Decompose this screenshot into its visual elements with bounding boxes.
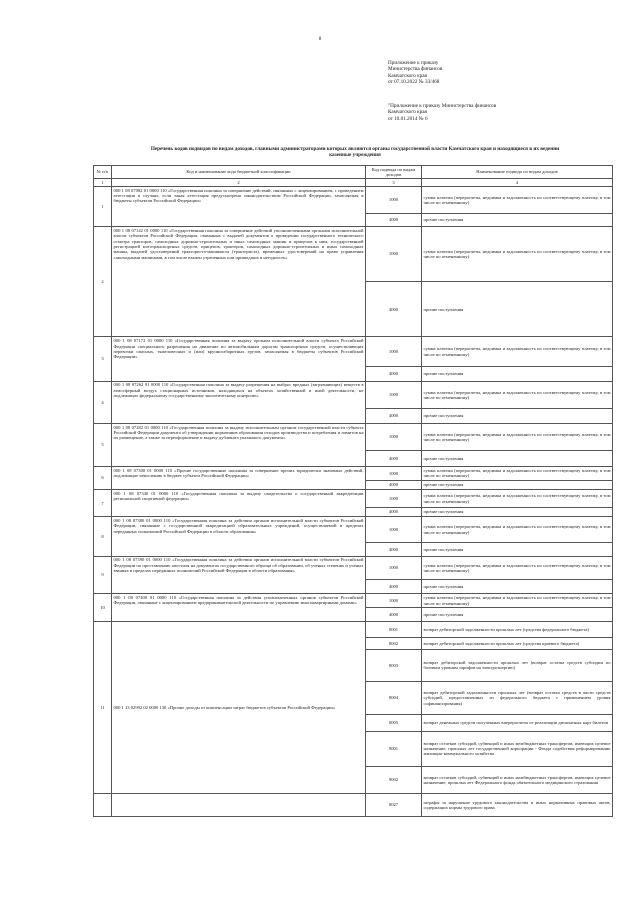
budget-code-description [112,794,366,817]
appendix-line: от 10.01.2014 № 6 [388,115,428,122]
subtype-code: 0003 [366,650,422,682]
budget-code-description: 000 1 08 07172 01 0000 110 «Государственная пошлина за выдачу органом исполнительной власти субъекта Российской Федерации специального разрешения на движение по автомобильным дорогам транспортных средств, осуществляющих перевозки опасных, тяжеловесных и (или) крупногабаритных грузов, зачисляемая в бюджеты субъектов Российской Федерации» [112,337,366,381]
title-line: Перечень кодов подвидов по видам доходов, главными администраторами которых являются органы государственной власти Камчатского края и находящиеся в их ведении [150,146,560,152]
subtype-name: сумма платежа (перерасчеты, недоимка и задолженность по соответствующему платежу, в том числе по отмененному) [422,187,613,214]
subtype-code: 1000 [366,337,422,367]
table-row [94,593,613,608]
subtype-name: прочие поступления [422,542,613,556]
budget-code-description: 000 1 13 02992 02 0000 130 «Прочие доходы от компенсации затрат бюджетов субъектов Российской Федерации» [112,621,366,793]
subtype-name: прочие поступления [422,507,613,517]
subtype-name: сумма платежа (перерасчеты, недоимка и задолженность по соответствующему платежу, в том числе по отмененному) [422,490,613,508]
table-header-row [94,166,613,179]
budget-code-description: 000 1 08 07082 01 0000 110 «Государственная пошлина за совершение действий, связанных с лицензированием, с проведением аттестации в случаях, если такая аттестация предусмотрена законодательством Российской Федерации, зачисляемая в бюджеты субъектов Российской Федерации» [112,187,366,227]
row-number: 5 [94,423,112,466]
subtype-code: 0005 [366,715,422,732]
index-cell: 3 [366,179,422,187]
header-subname: Наименование подвида по видам доходов [422,166,613,179]
subtype-code: 4000 [366,480,422,490]
subtype-code: 0001 [366,621,422,637]
header-subcode: Код подвида по видам доходов [366,166,422,179]
row-number [94,794,112,817]
subtype-code: 1000 [366,423,422,451]
subtype-name: сумма платежа (перерасчеты, недоимка и задолженность по соответствующему платежу, в том числе по отмененному) [423,468,611,479]
appendix-line: Министерства финансов [388,66,443,73]
subtype-code: 4000 [366,409,422,424]
codes-table [93,165,613,817]
subtype-code: 4000 [366,507,422,517]
row-number: 8 [94,517,112,556]
subtype-code: 9001 [366,731,422,766]
subtype-code: 1000 [366,593,422,608]
budget-code-description: 000 1 08 07390 01 0000 110 «Государственная пошлина за действия органов исполнительной власти субъектов Российской Федерации по проставлению апостиля на документах государственного образца об образовании, об ученых степенях и ученых званиях в пределах переданных полномочий Российской Федерации в области образования» [112,556,366,593]
page-number: 8 [318,37,322,42]
subtype-name: возврат дебиторской задолженности прошлых лет (средства федерального бюджета) [422,621,613,637]
title-line: казенные учреждения [329,152,381,159]
subtype-code: 4000 [366,213,422,227]
document-title [100,146,610,159]
table-row [94,187,613,214]
row-number: 7 [94,490,112,517]
subtype-name: сумма платежа (перерасчеты, недоимка и задолженность по соответствующему платежу, в том числе по отмененному) [422,227,613,282]
header-num: № п/п [94,166,112,179]
subtype-name: возврат дебиторской задолженности прошлых лет (средства краевого бюджета) [422,637,613,650]
budget-code-description: 000 1 08 07340 01 0000 110 «Государственная пошлина за выдачу свидетельства о государственной аккредитации региональной спортивной федерации» [112,490,366,517]
subtype-name: сумма платежа (перерасчеты, недоимка и задолженность по соответствующему платежу, в том числе по отмененному) [422,593,613,608]
budget-code-description: 000 1 08 07400 01 0000 110 «Государственная пошлина за действия уполномоченных органов субъектов Российской Федерации, связанные с лицензированием предпринимательской деятельности по управлению многоквартирными домами» [112,593,366,621]
budget-code-description: 000 1 08 07300 01 0000 110 «Прочие государственные пошлины за совершение прочих юридически значимых действий, подлежащие зачислению в бюджет субъекта Российской Федерации» [112,467,366,490]
subtype-code: 1000 [366,490,422,508]
row-number: 1 [94,187,112,227]
subtype-code: 0027 [366,794,422,817]
appendix-line: Приложение к приказу [388,60,439,66]
subtype-name: сумма платежа (перерасчеты, недоимка и задолженность по соответствующему платежу, в том числе по отмененному) [422,517,613,543]
appendix-original [388,103,496,122]
subtype-name: возврат денежных средств полученных вперерасчеты от реализации дисконтных карт билетов [422,715,613,732]
row-number: 11 [94,621,112,793]
table-row [94,794,613,817]
subtype-name: возврат дебиторской задолженности прошлых лет (возврат остатка средств в части средств субсидий, предоставленных из федерального бюджета с применением уровня софинансирования) [422,681,613,715]
subtype-name: сумма платежа (перерасчеты, недоимка и задолженность по соответствующему платежу, в том числе по отмененному) [422,381,613,409]
table-row [94,517,613,543]
subtype-name: штрафы за нарушение трудового законодательства и иных нормативных правовых актов, содержащих нормы трудового права [422,794,613,817]
row-number: 3 [94,337,112,381]
subtype-code: 1000 [366,467,422,481]
subtype-name: прочие поступления [422,580,613,594]
subtype-code: 4000 [366,608,422,622]
subtype-code: 4000 [366,281,422,337]
subtype-name: возврат остатков субсидий, субвенций и иных межбюджетных трансфертов, имеющих целевое назначение, прошлых лет Федерального фонда обязательного медицинского страхования [422,766,613,794]
subtype-code: 1000 [366,187,422,214]
subtype-name: прочие поступления [422,480,613,490]
budget-code-description: 000 1 08 07262 01 0000 110 «Государственная пошлина за выдачу разрешения на выброс вредных (загрязняющих) веществ в атмосферный воздух стационарных источников, находящихся на объектах хозяйственной и иной деятельности, не подлежащих федеральному государственному экологическому контролю» [112,381,366,423]
table-row [94,423,613,451]
index-cell: 2 [112,179,366,187]
subtype-code: 4000 [366,367,422,382]
appendix-line: "Приложение к приказу Министерства финансов [388,103,497,109]
table-row [94,556,613,580]
subtype-code: 1000 [366,517,422,543]
appendix-line: Камчатского края [388,72,427,79]
appendix-line: Камчатского края [388,109,427,116]
subtype-code: 1000 [366,227,422,282]
subtype-name: прочие поступления [422,409,613,424]
subtype-code: 4000 [366,451,422,467]
row-number: 4 [94,381,112,423]
subtype-name: прочие поступления [422,367,613,382]
table-row [94,467,613,481]
index-cell: 1 [94,179,112,187]
subtype-name: сумма платежа (перерасчеты, недоимка и задолженность по соответствующему платежу, в том числе по отмененному) [422,556,613,580]
appendix-line: от 07.10.2022 № 33/468 [388,78,440,85]
index-cell: 4 [422,179,613,187]
budget-code-description: 000 1 08 07380 01 0000 110 «Государственная пошлина за действия органов исполнительной власти субъектов Российской Федерации, связанные с государственной аккредитацией образовательных учреждений, осуществляемой в пределах переданных полномочий Российской Федерации в области образования» [112,517,366,556]
subtype-name: возврат остатков субсидий, субвенций и иных межбюджетных трансфертов, имеющих целевое назначение, прошлых лет государственной корпорации - Фонда содействия реформированию жилищно-коммунального хозяйства [422,731,613,766]
subtype-name: прочие поступления [422,213,613,227]
subtype-code: 0002 [366,637,422,650]
appendix-current [388,60,442,85]
budget-code-description: 000 1 08 07142 01 0000 110 «Государственная пошлина за совершение действий уполномоченными органами исполнительной власти субъектов Российской Федерации, связанных с выдачей документов о проведении государственного технического осмотра тракторов, самоходных дорожно-строительных и иных самоходных машин и прицепов к ним, государственной регистрацией мототранспортных средств, прицепов, тракторов, самоходных дорожно-строительных и иных самоходных машин, выдачей удостоверений тракториста-машиниста (тракториста), временных удостоверений на право управления самоходными машинами, в том числе взамен утраченных или пришедших в негодность» [112,227,366,337]
subtype-code: 1000 [366,556,422,580]
subtype-code: 4000 [366,580,422,594]
table-row [94,621,613,637]
subtype-name: возврат дебиторской задолженности прошлых лет (возврат остатка средств субсидии по базовым уровням тарифов на электроэнергию) [422,650,613,682]
header-code: Код и наименование кода бюджетной классификации [112,166,366,179]
subtype-name: сумма платежа (перерасчеты, недоимка и задолженность по соответствующему платежу, в том числе по отмененному) [422,337,613,367]
subtype-name: прочие поступления [422,281,613,337]
row-number: 10 [94,593,112,621]
row-number: 9 [94,556,112,593]
row-number: 2 [94,227,112,337]
table-index-row [94,179,613,187]
subtype-code: 1000 [366,381,422,409]
subtype-name: сумма платежа (перерасчеты, недоимка и задолженность по соответствующему платежу, в том числе по отмененному) [422,423,613,451]
subtype-code: 0004 [366,681,422,715]
budget-code-description: 000 1 08 07282 01 0000 110 «Государственная пошлина за выдачу исполнительным органом государственной власти субъекта Российской Федерации документа об утверждении нормативов образования отходов производства и потребления и лимитов на их размещение, а также за переоформление и выдачу дубликата указанного документа» [112,423,366,466]
subtype-name: прочие поступления [422,451,613,467]
row-number: 6 [94,467,112,490]
subtype-code: 4000 [366,542,422,556]
table-row [94,490,613,508]
subtype-code: 9002 [366,766,422,794]
table-row [94,381,613,409]
table-row [94,227,613,282]
subtype-name: прочие поступления [422,608,613,622]
table-row [94,337,613,367]
table-body [94,187,613,817]
